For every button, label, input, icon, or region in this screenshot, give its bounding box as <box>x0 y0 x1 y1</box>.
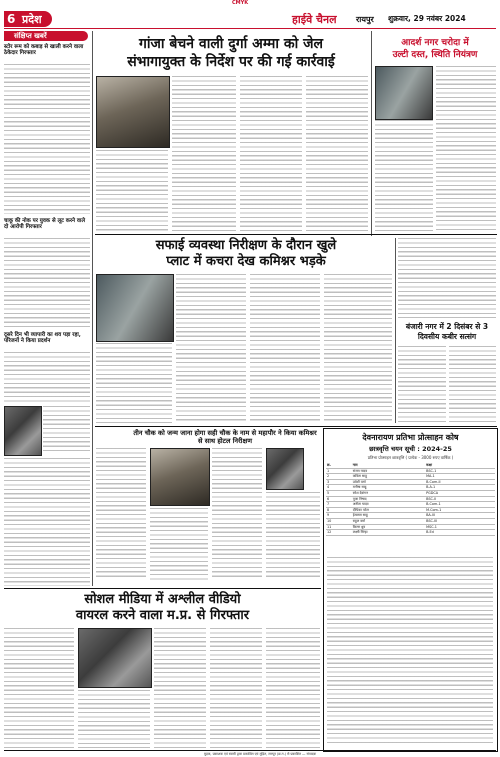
bottom-photo <box>78 628 152 688</box>
right-headline-2: उल्टी दस्त, स्थिति नियंत्रण <box>392 50 478 60</box>
main-story-photo <box>96 76 170 148</box>
cleanliness-col-4 <box>324 274 392 423</box>
scholarship-cell-index: 4 <box>326 485 352 491</box>
scholarship-subtitle: छात्रवृत्ति चयन सूची : 2024-25 <box>369 445 452 453</box>
scholarship-cell-index: 3 <box>326 479 352 485</box>
main-story-col-3 <box>240 76 302 232</box>
scholarship-row <box>326 530 495 536</box>
satsang-body-1 <box>398 346 446 423</box>
scholarship-cell-index: 5 <box>326 490 352 496</box>
hotel-photo <box>150 448 210 506</box>
scholarship-cell-class: B.Com-1 <box>425 502 495 508</box>
section-title: प्रदेश <box>22 13 42 26</box>
left-column-divider <box>92 31 93 586</box>
main-story-col-2 <box>172 76 236 232</box>
bottom-headline-2: वायरल करने वाला म.प्र. से गिरफ्तार <box>75 608 250 623</box>
satsang-headline-2: दिवसीय कबीर सत्संग <box>417 332 477 341</box>
cleanliness-photo <box>96 274 174 342</box>
brief-item-1-body <box>4 64 90 214</box>
cleanliness-col-1 <box>96 343 172 423</box>
scholarship-cell-name: रमेश देवांगन <box>352 490 425 496</box>
main-story-col-1 <box>96 150 168 232</box>
right-story-col-2 <box>436 66 496 232</box>
right-headline-1: आदर्श नगर चरोदा में <box>401 38 469 48</box>
col-header-class: कक्षा <box>425 463 495 468</box>
bottom-col-1 <box>4 628 74 748</box>
main-headline-2: संभागायुक्त के निर्देश पर की गई कार्रवाई <box>127 54 335 70</box>
cleanliness-col-3 <box>250 274 320 423</box>
hotel-col-2 <box>150 508 208 580</box>
scholarship-cell-name: हेमलता साहू <box>352 513 425 519</box>
masthead <box>4 9 496 29</box>
page-number: 6 <box>7 12 16 26</box>
scholarship-list-continued <box>327 557 493 745</box>
brief-item-1-headline: स्टोर रूम को कबाड़ से खाली करने वाला ठेकेदार गिरफ्तार <box>4 44 84 57</box>
brief-item-3-photo <box>4 406 42 456</box>
scholarship-cell-name: लक्ष्मी सिन्हा <box>352 530 425 536</box>
center-right-divider <box>371 31 372 236</box>
scholarship-cell-name: किरण ध्रुव <box>352 524 425 530</box>
scholarship-note: प्रतिभा प्रोत्साहन छात्रवृत्ति ( प्रत्येक - 3000 रुपए वार्षिक ) <box>367 455 454 460</box>
scholarship-cell-class: M.Com-1 <box>425 507 495 513</box>
main-story-col-4 <box>306 76 368 232</box>
page-number-badge <box>4 11 52 27</box>
scholarship-cell-name: मनीषा साहू <box>352 485 425 491</box>
cleanliness-col-2 <box>176 274 246 423</box>
city-name: रायपुर <box>356 15 374 24</box>
brief-news-header <box>4 31 88 41</box>
right-story-continued <box>398 238 496 318</box>
scholarship-cell-name: अनीता यादव <box>352 502 425 508</box>
col-header-name: नाम <box>352 463 425 468</box>
right-story-col-1 <box>375 120 433 232</box>
scholarship-cell-name: दीपिका पटेल <box>352 507 425 513</box>
cmyk-label-top: CMYK <box>232 0 249 6</box>
scholarship-cell-index: 6 <box>326 496 352 502</box>
scholarship-cell-class: BSC-III <box>425 518 495 524</box>
paper-name: हाईवे चैनल <box>292 13 337 26</box>
scholarship-cell-class: B.Com-II <box>425 479 495 485</box>
scholarship-cell-index: 10 <box>326 518 352 524</box>
brief-item-3-body-b <box>43 406 90 454</box>
scholarship-cell-class: MA-1 <box>425 474 495 480</box>
footer-imprint: मुद्रक, प्रकाशक एवं स्वामी द्वारा प्रकाशित एवं मुद्रित, रायपुर (छ.ग.) से प्रकाशित — संपादक <box>203 752 317 756</box>
satsang-body-2 <box>449 346 496 423</box>
scholarship-title: देवनारायण प्रतिभा प्रोत्साहन कोष <box>362 433 459 442</box>
scholarship-cell-name: उर्वशी वर्मा <box>352 479 425 485</box>
issue-date: शुक्रवार, 29 नवंबर 2024 <box>388 14 466 23</box>
scholarship-cell-index: 12 <box>326 530 352 536</box>
bottom-col-3 <box>154 628 206 748</box>
scholarship-cell-index: 1 <box>326 468 352 474</box>
scholarship-cell-index: 8 <box>326 507 352 513</box>
scholarship-cell-name: संजय यादव <box>352 468 425 474</box>
masthead-rule <box>4 28 496 29</box>
scholarship-cell-name: कविता साहू <box>352 474 425 480</box>
scholarship-cell-class: BSC-II <box>425 496 495 502</box>
scholarship-cell-class: B.Ed <box>425 530 495 536</box>
scholarship-cell-index: 2 <box>326 474 352 480</box>
col-header-index: क्र. <box>326 463 352 468</box>
right-story-photo <box>375 66 433 120</box>
scholarship-cell-class: PGDCA <box>425 490 495 496</box>
brief-news-title: संक्षिप्त खबरें <box>14 32 47 40</box>
mid-rule-2 <box>95 426 497 427</box>
mid-rule <box>95 234 497 235</box>
bottom-col-5 <box>266 628 320 748</box>
hotel-col-3 <box>212 448 262 580</box>
scholarship-cell-class: B.A-1 <box>425 485 495 491</box>
scholarship-cell-class: BSC-1 <box>425 468 495 474</box>
brief-item-3-body-c <box>4 458 90 586</box>
brief-item-3-headline: दूसरे दिन भी व्यापारी का शव पड़ा रहा, परिजनों ने किया प्रदर्शन <box>4 332 81 345</box>
satsang-headline-1: बंजारी नगर में 2 दिसंबर से 3 <box>405 322 489 331</box>
bottom-col-2 <box>78 690 150 748</box>
scholarship-cell-name: पूजा निषाद <box>352 496 425 502</box>
cleanliness-headline-1: सफाई व्यवस्था निरीक्षण के दौरान खुले <box>155 238 337 253</box>
bottom-headline-1: सोशल मीडिया में अश्लील वीडियो <box>84 592 241 607</box>
scholarship-box <box>323 428 498 752</box>
satsang-divider <box>395 238 396 423</box>
main-headline-1: गांजा बेचने वाली दुर्गा अम्मा को जेल <box>138 36 324 52</box>
scholarship-cell-index: 11 <box>326 524 352 530</box>
bottom-rule <box>4 588 321 589</box>
hotel-photo-2 <box>266 448 304 490</box>
hotel-headline: तीन चौक को जन्म जाना होगा सही चौक के नाम से महापौर ने किया कमिश्नर से साथ होटल निरीक्षण <box>133 429 317 445</box>
cleanliness-headline-2: प्लाट में कचरा देख कमिश्नर भड़के <box>166 254 326 269</box>
hotel-col-4 <box>266 492 320 580</box>
hotel-col-1 <box>96 448 146 580</box>
brief-item-2-headline: चाकू की नोक पर युवक से लूट करने वाले दो आरोपी गिरफ्तार <box>4 218 85 231</box>
scholarship-cell-index: 7 <box>326 502 352 508</box>
brief-item-2-body <box>4 238 90 328</box>
scholarship-cell-class: MSC-1 <box>425 524 495 530</box>
scholarship-cell-index: 9 <box>326 513 352 519</box>
scholarship-table <box>326 463 495 536</box>
scholarship-cell-class: BA-III <box>425 513 495 519</box>
brief-item-3-body-a <box>4 352 90 404</box>
bottom-col-4 <box>210 628 262 748</box>
scholarship-cell-name: राहुल वर्मा <box>352 518 425 524</box>
